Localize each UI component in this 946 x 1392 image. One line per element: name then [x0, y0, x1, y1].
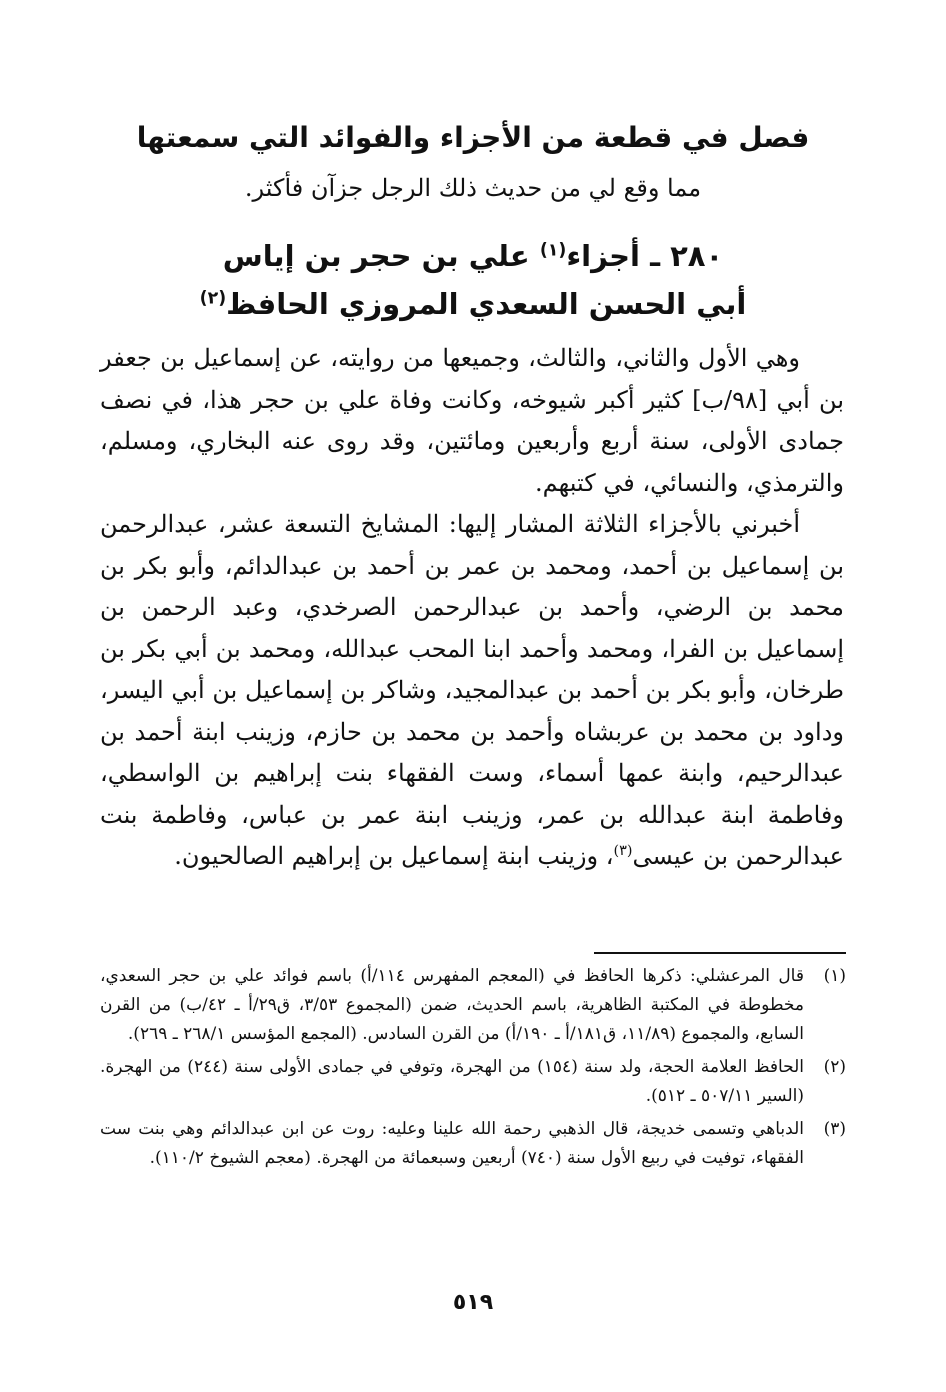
body-paragraph-1: وهي الأول والثاني، والثالث، وجميعها من روايته، عن إسماعيل بن جعفر بن أبي [٩٨/ب] كثير أكبر شيوخه، وكانت وفاة علي بن حجر هذا، في نصف جمادى الأولى، سنة أربع وأربعين ومائتين، وقد روى عنه البخاري، ومسلم، والترمذي، والنسائي، في كتبهم.	[100, 344, 844, 497]
footnote-number: (١)	[823, 966, 846, 986]
body-text	[100, 338, 844, 878]
footnote-text: الدباهي وتسمى خديجة، قال الذهبي رحمة الله علينا وعليه: روت عن ابن عبدالدائم وهي بنت ست الفقهاء، توفيت في ربيع الأول سنة (٧٤٠) أربعين وسبعمائة من الهجرة. (معجم الشيوخ ١١٠/٢).	[100, 1119, 804, 1168]
footnote-1	[100, 962, 846, 1049]
footnote-3	[100, 1115, 846, 1173]
entry-author-name: علي بن حجر بن إياس	[222, 239, 540, 273]
section-subtitle: مما وقع لي من حديث ذلك الرجل جزآن فأكثر.	[244, 174, 702, 202]
body-paragraph-2-ending: ، وزينب ابنة إسماعيل بن إبراهيم الصالحيون.	[174, 842, 614, 870]
footnote-ref-1[interactable]: (١)	[539, 240, 567, 261]
body-paragraph-2-text: أخبرني بالأجزاء الثلاثة المشار إليها: المشايخ التسعة عشر، عبدالرحمن بن إسماعيل بن أحمد، ومحمد بن عمر بن أحمد بن عبدالدائم، وأبو بكر بن محمد بن الرضي، وأحمد بن عبدالرحمن الصرخدي، وعبد الرحمن بن إسماعيل بن الفرا، ومحمد وأحمد ابنا المحب عبدالله، ومحمد بن أبي بكر بن طرخان، وأبو بكر بن أحمد بن عبدالمجيد، وشاكر بن إسماعيل بن أبي اليسر، وداود بن محمد بن عربشاه وأحمد بن محمد بن حازم، وزينب ابنة أحمد بن عبدالرحيم، وابنة عمها أسماء، وست الفقهاء بنت إبراهيم بن الواسطي، وفاطمة ابنة عبدالله بن عمر، وزينب ابنة عمر بن عباس، وفاطمة بنت عبدالرحمن بن عيسى	[100, 510, 844, 870]
footnotes	[100, 962, 846, 1177]
footnote-ref-3[interactable]: (٣)	[613, 843, 633, 859]
footnote-text: قال المرعشلي: ذكرها الحافظ في (المعجم المفهرس ١١٤/أ) باسم فوائد علي بن حجر السعدي، مخطوطة في المكتبة الظاهرية، باسم الحديث، ضمن (المجموع ٣/٥٣، ق٢٩/أ ـ ٤٢/ب) من القرن السابع، والمجموع (١١/٨٩، ق١٨١/أ ـ ١٩٠/أ) من القرن السادس. (المجمع المؤسس ٢٦٨/١ ـ ٢٦٩).	[100, 966, 804, 1044]
body-paragraph-2	[100, 504, 844, 878]
footnote-2	[100, 1053, 846, 1111]
entry-heading	[100, 232, 846, 328]
footnote-number: (٢)	[823, 1057, 846, 1077]
entry-heading-line-2	[100, 280, 846, 328]
footnote-divider	[594, 952, 846, 954]
entry-number-label: ٢٨٠ ـ أجزاء	[566, 239, 724, 273]
footnote-text: الحافظ العلامة الحجة، ولد سنة (١٥٤) من الهجرة، وتوفي في جمادى الأولى سنة (٢٤٤) من الهجرة. (السير ٥٠٧/١١ ـ ٥١٢).	[100, 1057, 805, 1106]
section-title: فصل في قطعة من الأجزاء والفوائد التي سمعتها	[136, 121, 810, 154]
footnote-number: (٣)	[823, 1119, 846, 1139]
entry-heading-line-1	[100, 232, 846, 280]
page-number: ٥١٩	[452, 1290, 494, 1315]
entry-author-kunya: أبي الحسن السعدي المروزي الحافظ	[226, 287, 747, 321]
footnote-ref-2[interactable]: (٢)	[199, 288, 227, 309]
